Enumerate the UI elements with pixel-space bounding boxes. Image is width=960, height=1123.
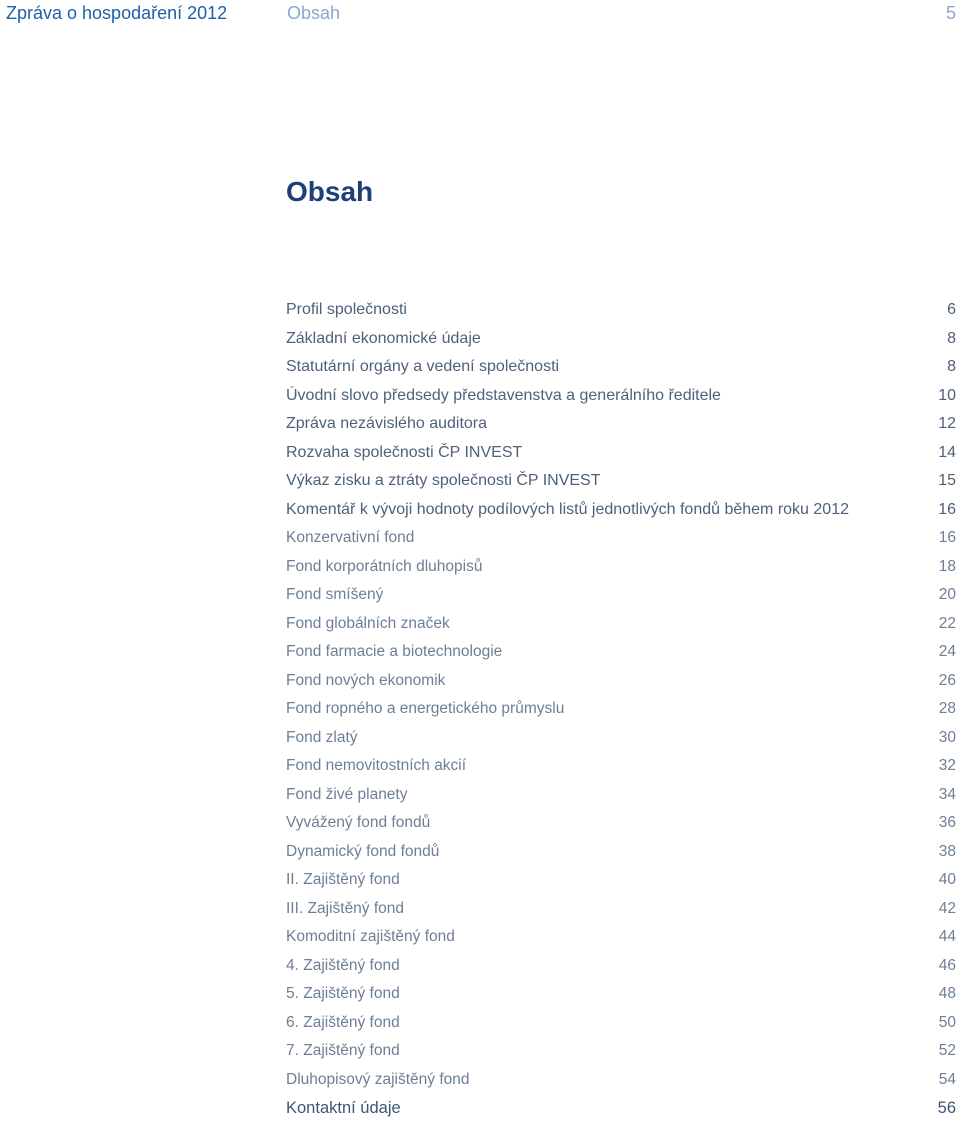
toc-entry[interactable] — [286, 410, 956, 439]
toc-entry-page: 48 — [938, 985, 956, 1002]
toc-entry-label: Základní ekonomické údaje — [286, 329, 481, 347]
page-title: Obsah — [286, 176, 374, 207]
toc-entry-label: Fond smíšený — [286, 586, 384, 603]
toc-entry-label: Úvodní slovo předsedy představenstva a generálního ředitele — [286, 386, 721, 404]
toc-entry[interactable] — [286, 1037, 956, 1066]
toc-entry-label: Konzervativní fond — [286, 529, 415, 546]
toc-entry-label: Fond nových ekonomik — [286, 671, 446, 689]
toc-entry-page: 20 — [938, 586, 956, 603]
toc-entry[interactable] — [286, 724, 956, 753]
toc-entry-page: 34 — [938, 785, 956, 803]
toc-entry-label: Komentář k vývoji hodnoty podílových listů jednotlivých fondů během roku 2012 — [286, 500, 849, 518]
toc-entry[interactable] — [286, 895, 956, 924]
table-of-contents — [286, 296, 956, 1123]
toc-entry[interactable] — [286, 1094, 956, 1123]
toc-entry-page: 42 — [938, 899, 956, 917]
toc-entry[interactable] — [286, 980, 956, 1009]
toc-entry[interactable] — [286, 325, 956, 354]
toc-entry-page: 56 — [937, 1099, 956, 1117]
toc-entry[interactable] — [286, 610, 956, 639]
page-number: 5 — [945, 3, 956, 23]
toc-entry-label: Rozvaha společnosti ČP INVEST — [286, 443, 523, 461]
toc-entry[interactable] — [286, 439, 956, 468]
toc-entry-label: Fond nemovitostních akcií — [286, 757, 467, 774]
toc-entry[interactable] — [286, 1066, 956, 1095]
toc-entry-label: II. Zajištěný fond — [286, 871, 400, 888]
toc-entry-page: 50 — [938, 1013, 956, 1031]
toc-entry[interactable] — [286, 496, 956, 525]
toc-entry[interactable] — [286, 553, 956, 582]
toc-entry[interactable] — [286, 581, 956, 610]
toc-entry[interactable] — [286, 809, 956, 838]
toc-entry-label: 4. Zajištěný fond — [286, 956, 400, 974]
toc-entry-label: Fond farmacie a biotechnologie — [286, 643, 503, 660]
toc-entry-page: 14 — [938, 443, 956, 461]
toc-entry-page: 54 — [938, 1070, 956, 1088]
toc-entry-page: 46 — [938, 956, 956, 974]
toc-entry-label: Komoditní zajištěný fond — [286, 928, 455, 945]
toc-entry-label: Fond globálních značek — [286, 614, 450, 632]
toc-entry-label: Dynamický fond fondů — [286, 842, 440, 860]
toc-entry-page: 8 — [947, 329, 956, 347]
toc-entry-page: 52 — [938, 1042, 956, 1059]
page-header — [6, 2, 956, 24]
toc-entry-page: 12 — [938, 415, 956, 432]
toc-entry-page: 30 — [938, 728, 956, 746]
toc-entry-page: 28 — [938, 700, 956, 717]
toc-entry-label: III. Zajištěný fond — [286, 899, 405, 917]
toc-entry-page: 15 — [938, 472, 956, 489]
toc-entry[interactable] — [286, 667, 956, 696]
toc-entry[interactable] — [286, 296, 956, 325]
report-title: Zpráva o hospodaření 2012 — [6, 3, 228, 23]
toc-entry-label: Výkaz zisku a ztráty společnosti ČP INVEST — [286, 472, 601, 489]
toc-entry-page: 36 — [938, 814, 956, 831]
toc-entry-page: 32 — [938, 757, 956, 774]
toc-entry-label: Statutární orgány a vedení společnosti — [286, 358, 560, 375]
toc-entry[interactable] — [286, 1009, 956, 1038]
toc-entry[interactable] — [286, 695, 956, 724]
toc-entry[interactable] — [286, 838, 956, 867]
toc-entry-label: Profil společnosti — [286, 301, 407, 318]
toc-entry-page: 44 — [938, 928, 956, 945]
toc-entry-label: Zpráva nezávislého auditora — [286, 415, 488, 432]
toc-entry-page: 22 — [938, 614, 956, 632]
toc-entry-page: 16 — [938, 529, 956, 546]
toc-entry-label: Dluhopisový zajištěný fond — [286, 1070, 470, 1088]
toc-entry[interactable] — [286, 382, 956, 411]
toc-entry-label: 5. Zajištěný fond — [286, 985, 400, 1002]
toc-entry-label: Kontaktní údaje — [286, 1099, 401, 1117]
toc-entry-label: Vyvážený fond fondů — [286, 814, 431, 831]
toc-entry-label: 7. Zajištěný fond — [286, 1042, 400, 1059]
toc-entry[interactable] — [286, 638, 956, 667]
toc-entry-label: Fond korporátních dluhopisů — [286, 557, 483, 575]
toc-entry[interactable] — [286, 781, 956, 810]
toc-entry-label: Fond ropného a energetického průmyslu — [286, 700, 565, 717]
toc-entry[interactable] — [286, 524, 956, 553]
toc-entry[interactable] — [286, 923, 956, 952]
toc-entry-label: Fond zlatý — [286, 728, 358, 746]
toc-entry[interactable] — [286, 952, 956, 981]
toc-entry-page: 18 — [938, 557, 956, 575]
toc-entry-page: 8 — [947, 358, 956, 375]
toc-entry-page: 26 — [938, 671, 956, 689]
toc-entry-page: 16 — [938, 500, 956, 518]
toc-entry-page: 10 — [938, 386, 956, 404]
toc-entry-page: 40 — [938, 871, 956, 888]
toc-entry-page: 24 — [938, 643, 956, 660]
toc-entry-page: 38 — [938, 842, 956, 860]
section-name: Obsah — [287, 3, 341, 23]
toc-entry[interactable] — [286, 752, 956, 781]
toc-entry[interactable] — [286, 866, 956, 895]
toc-entry[interactable] — [286, 353, 956, 382]
toc-entry[interactable] — [286, 467, 956, 496]
toc-entry-label: Fond živé planety — [286, 785, 408, 803]
toc-entry-page: 6 — [947, 301, 956, 318]
toc-entry-label: 6. Zajištěný fond — [286, 1013, 400, 1031]
